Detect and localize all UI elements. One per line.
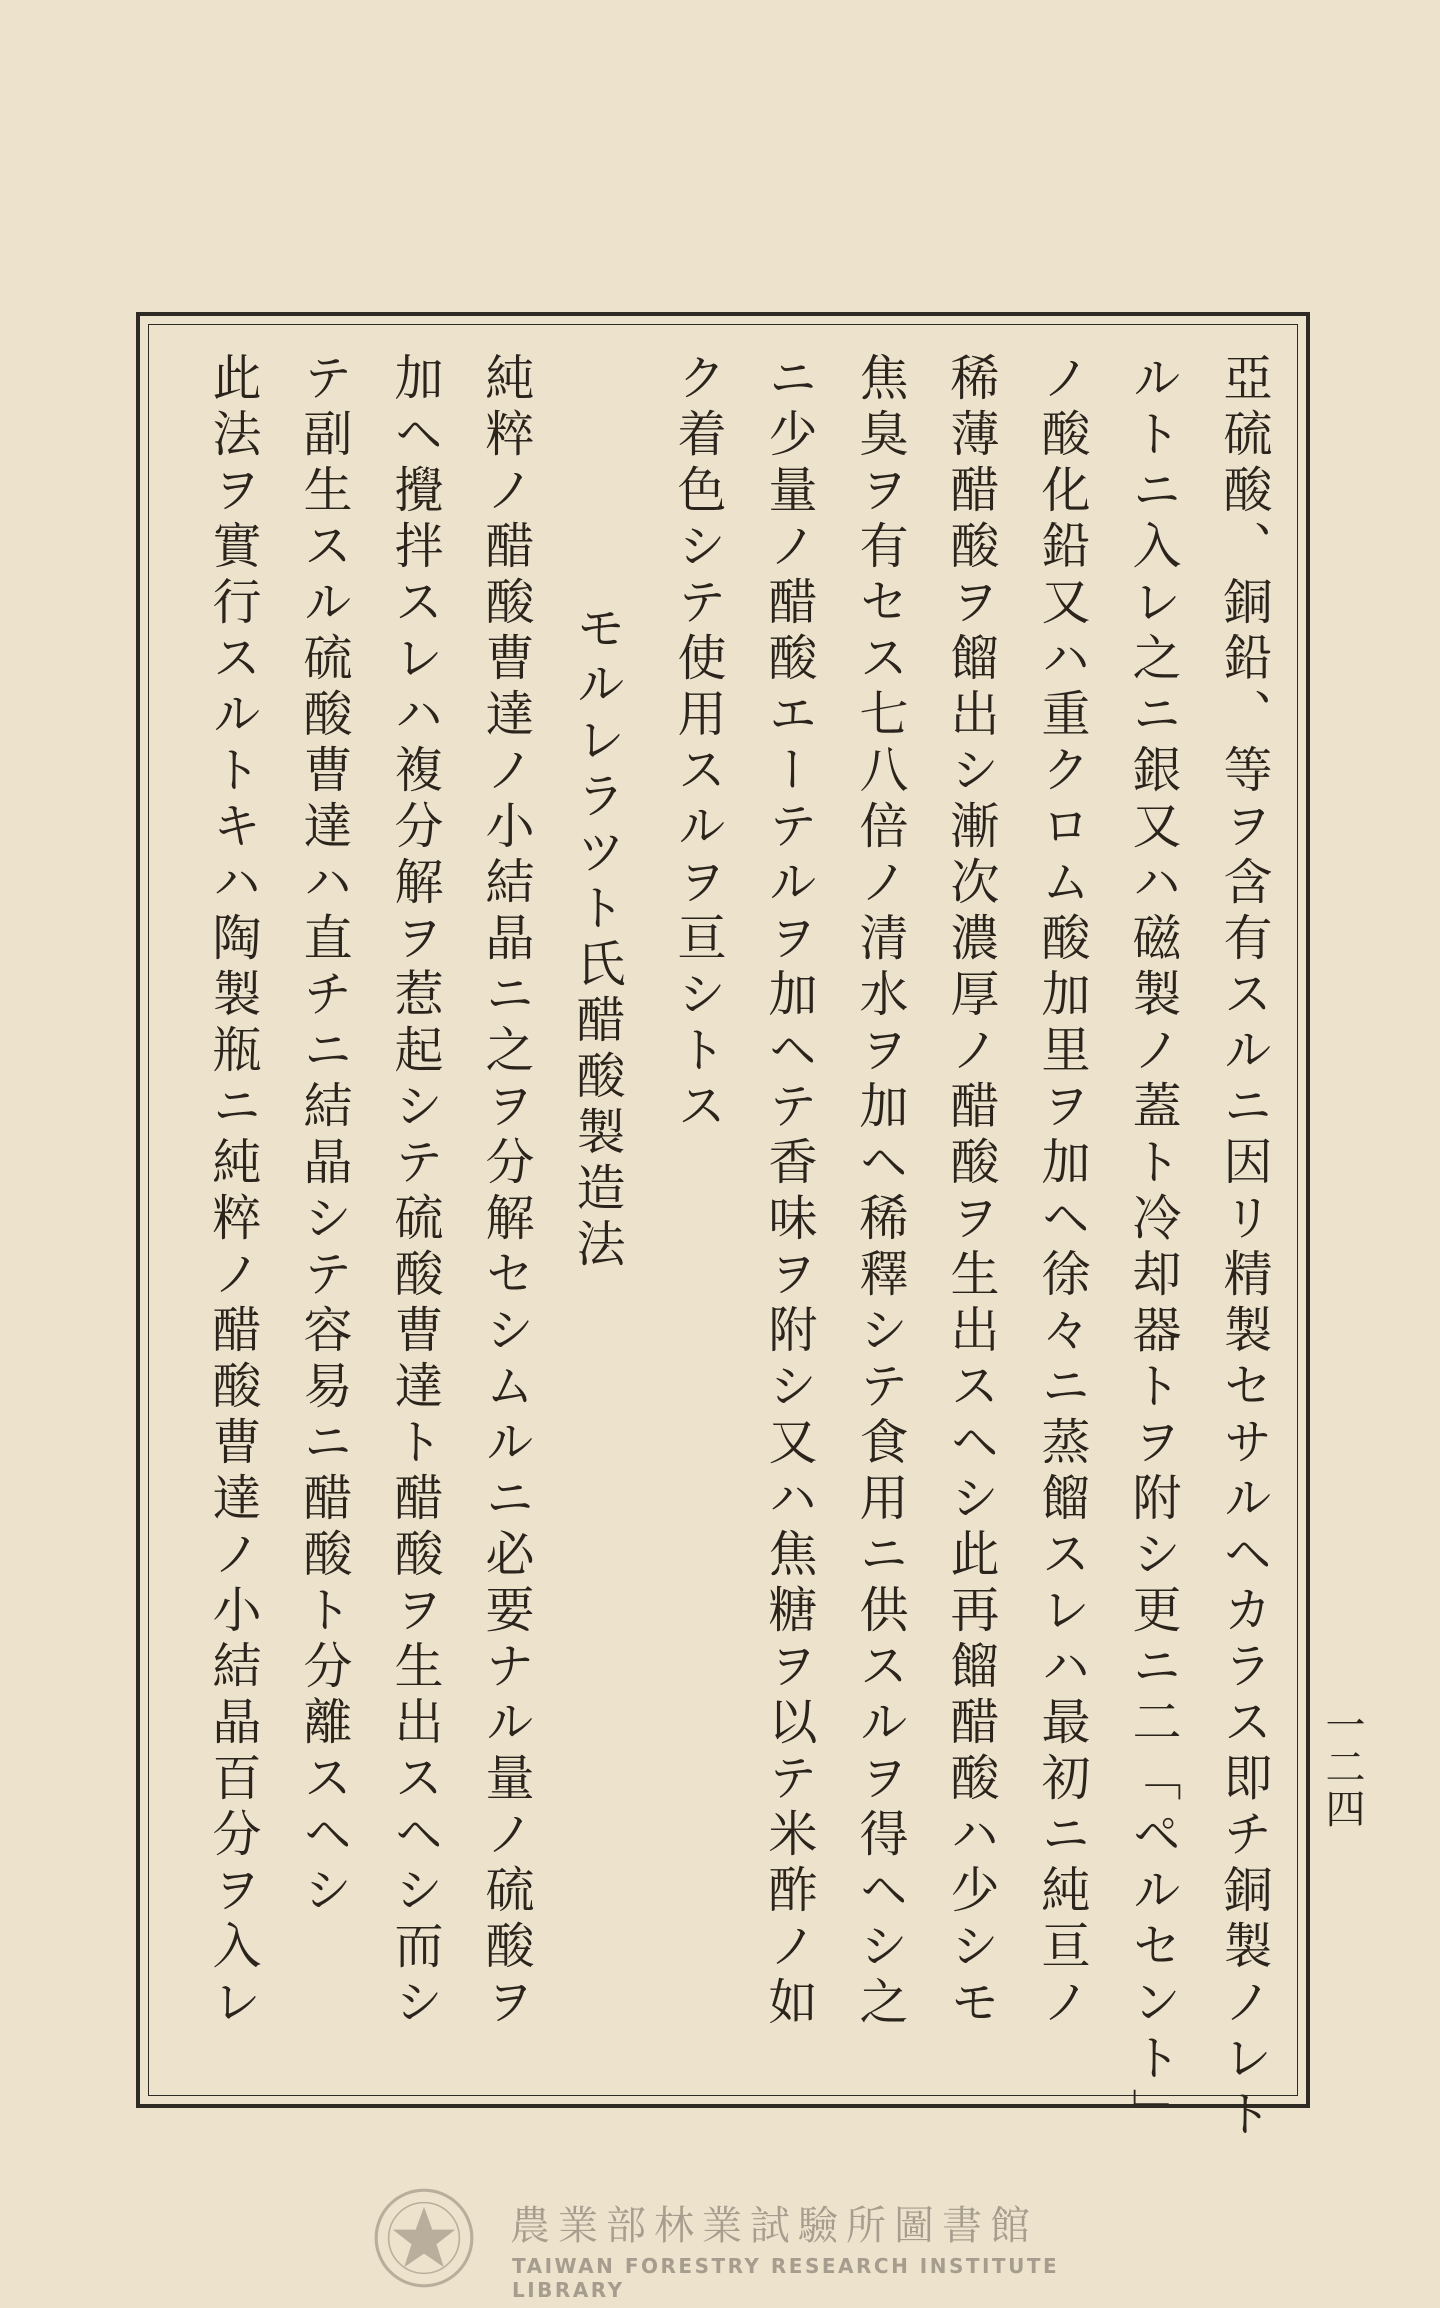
text-column-10: 加ヘ攪拌スレハ複分解ヲ惹起シテ硫酸曹達ト醋酸ヲ生出スヘシ而シ — [387, 352, 444, 2032]
text-column-9: 純粹ノ醋酸曹達ノ小結晶ニ之ヲ分解セシムルニ必要ナル量ノ硫酸ヲ — [478, 352, 535, 2032]
text-column-11: テ副生スル硫酸曹達ハ直チニ結晶シテ容易ニ醋酸ト分離スヘシ — [296, 352, 353, 1920]
library-stamp — [372, 2186, 1092, 2302]
page-number: 一二四 — [1319, 1704, 1365, 1830]
text-column-3: ノ酸化鉛又ハ重クロム酸加里ヲ加ヘ徐々ニ蒸餾スレハ最初ニ純亘ノ — [1034, 352, 1091, 2032]
section-heading: モルレラツト氏醋酸製造法 — [569, 602, 626, 1274]
text-column-5: 焦臭ヲ有セス七八倍ノ清水ヲ加ヘ稀釋シテ食用ニ供スルヲ得ヘシ之 — [852, 352, 909, 2032]
text-column-2: ルトニ入レ之ニ銀又ハ磁製ノ蓋ト冷却器トヲ附シ更ニ二「ペルセント」 — [1125, 352, 1182, 2144]
library-name: 農業部林業試驗所圖書館 — [510, 2203, 1038, 2249]
library-name-english: TAIWAN FORESTRY RESEARCH INSTITUTE LIBRARY — [512, 2254, 1060, 2302]
text-column-4: 稀薄醋酸ヲ餾出シ漸次濃厚ノ醋酸ヲ生出スヘシ此再餾醋酸ハ少シモ — [943, 352, 1000, 2032]
library-seal-icon — [372, 2186, 476, 2290]
text-column-1: 亞硫酸、銅鉛、等ヲ含有スルニ因リ精製セサルヘカラス即チ銅製ノレト — [1216, 352, 1273, 2144]
text-column-6: ニ少量ノ醋酸エーテルヲ加ヘテ香味ヲ附シ又ハ焦糖ヲ以テ米酢ノ如 — [761, 352, 818, 2032]
text-column-7: ク着色シテ使用スルヲ亘シトス — [670, 352, 727, 1136]
text-column-12: 此法ヲ實行スルトキハ陶製瓶ニ純粹ノ醋酸曹達ノ小結晶百分ヲ入レ — [205, 352, 262, 2032]
